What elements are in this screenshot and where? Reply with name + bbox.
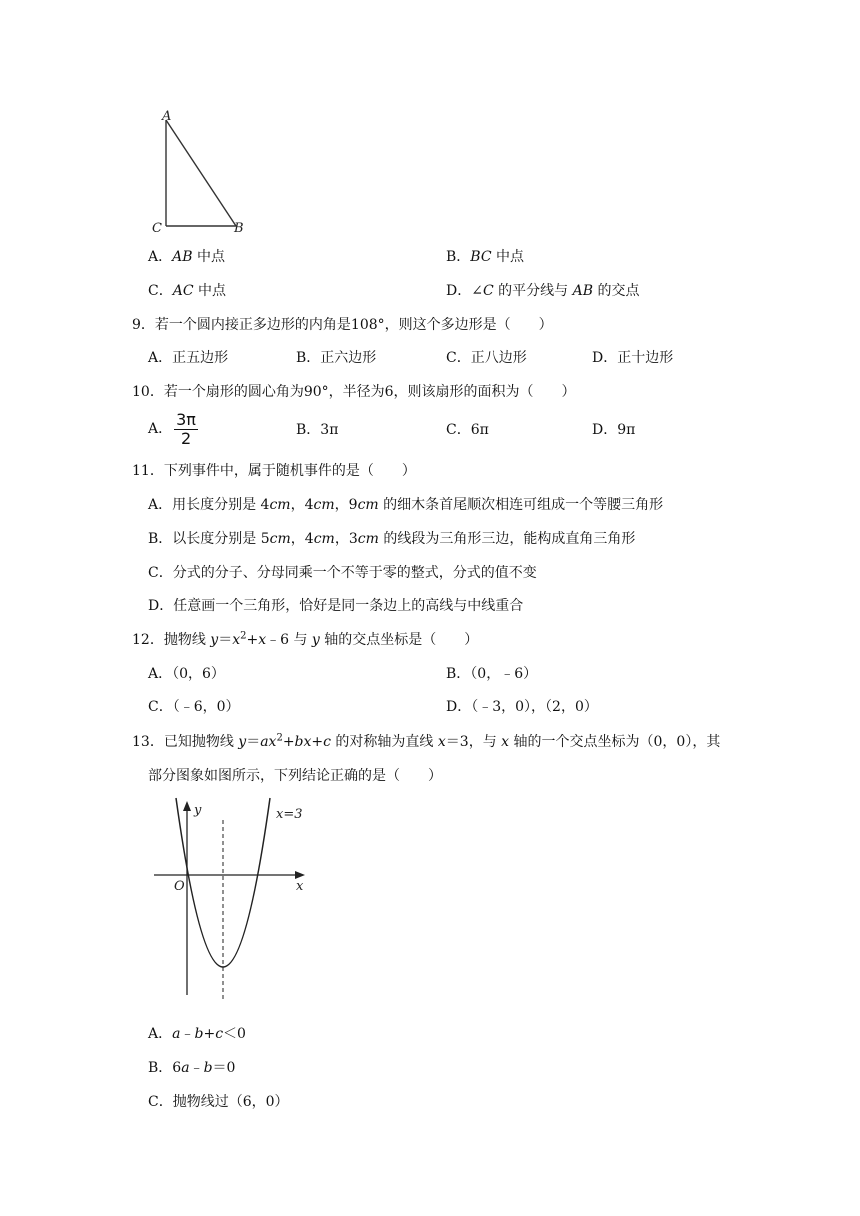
q13-stem-line2: 部分图象如图所示，下列结论正确的是（ ）: [148, 768, 442, 784]
vertex-a-label: A: [162, 109, 172, 124]
q9-stem: 9．若一个圆内接正多边形的内角是108°，则这个多边形是（ ）: [132, 317, 553, 333]
q10-option-a: A． $\frac{3\pi}{2}$: [148, 409, 196, 448]
q11-option-c: C．分式的分子、分母同乘一个不等于零的整式，分式的值不变: [148, 565, 537, 581]
q11-option-b: B．以长度分别是 5cm，4cm，3cm 的线段为三角形三边，能构成直角三角形: [148, 531, 636, 547]
symmetry-line-label: x=3: [276, 807, 303, 822]
q8-option-c: C．AC 中点: [148, 283, 226, 299]
q9-option-d: D．正十边形: [592, 350, 674, 366]
q12-option-c: C．（﹣6，0）: [148, 699, 240, 715]
q12-option-d: D．（﹣3，0），（2，0）: [446, 699, 598, 715]
q13-option-c: C．抛物线过（6，0）: [148, 1094, 289, 1110]
q8-option-a: A．AB 中点: [148, 249, 225, 265]
q13-stem-line1: 13．已知抛物线 $y=ax^2+bx+c$ 的对称轴为直线 x＝3，与 x 轴的一个交点坐标为（0，0），其: [132, 732, 721, 750]
y-axis-label: y: [194, 803, 202, 818]
origin-label: O: [174, 879, 185, 894]
q10-option-d: D．9π: [592, 422, 636, 438]
q10-option-c: C．6π: [446, 422, 489, 438]
q8-option-b: B．BC 中点: [446, 249, 525, 265]
q9-option-a: A．正五边形: [148, 350, 229, 366]
q9-option-b: B．正六边形: [296, 350, 377, 366]
q12-option-a: A．（0，6）: [148, 666, 225, 682]
fraction-3pi-over-2: $\frac{3\pi}{2}$: [176, 409, 196, 448]
x-axis-label: x: [296, 879, 304, 894]
q13-option-b: B．6a﹣b＝0: [148, 1060, 236, 1076]
q11-option-a: A．用长度分别是 4cm，4cm，9cm 的细木条首尾顺次相连可组成一个等腰三角形: [148, 497, 664, 513]
q10-stem: 10．若一个扇形的圆心角为90°，半径为6，则该扇形的面积为（ ）: [132, 384, 576, 400]
q8-option-d: D．∠C 的平分线与 AB 的交点: [446, 283, 640, 299]
q9-option-c: C．正八边形: [446, 350, 527, 366]
q11-stem: 11．下列事件中，属于随机事件的是（ ）: [132, 463, 416, 479]
triangle-figure: [150, 108, 260, 238]
vertex-b-label: B: [234, 221, 244, 236]
q10-option-b: B．3π: [296, 422, 339, 438]
q11-option-d: D．任意画一个三角形，恰好是同一条边上的高线与中线重合: [148, 598, 524, 614]
parabola-figure: [150, 800, 310, 1000]
q12-option-b: B．（0，﹣6）: [446, 666, 538, 682]
vertex-c-label: C: [152, 221, 162, 236]
q12-stem: 12．抛物线 $y=x^2+x﹣6$ 与 y 轴的交点坐标是（ ）: [132, 630, 479, 648]
q13-option-a: A．a﹣b+c＜0: [148, 1026, 246, 1042]
